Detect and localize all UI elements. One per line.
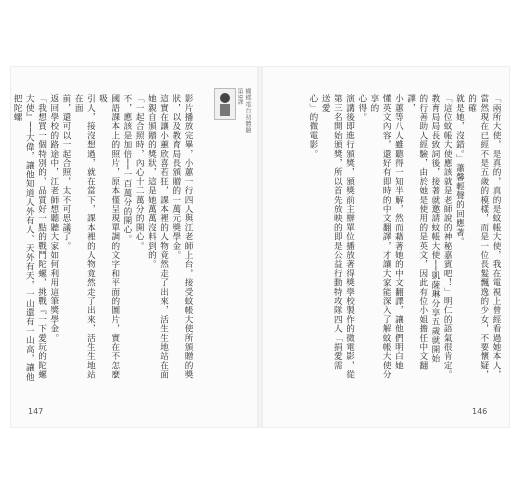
text-column: 狀，以及教育局長頒贈的一萬元獎學金。 <box>170 94 181 260</box>
text-column: 小蕙等八人雖聽得一知半解，然而藉著她的中文翻譯，讓他們明白她 <box>393 94 404 370</box>
chapter-header <box>214 88 252 188</box>
text-column: 懂英文內容，還好有即時的中文翻譯，才讓大家能深入了解蚊帳大使分享的 <box>368 94 392 380</box>
text-column: 大使』──大偉，讓他知道人外有人、天外有天，一山還有一山高，讓他把陀螺 <box>12 94 35 382</box>
text-column: 影片播放完畢，小蕙一行四人與江老師上台，接受蚊帳大使所頒贈的獎 <box>183 94 193 380</box>
text-column: 返回學校的路途中，江老師想聽聽大家如何利用這筆獎學金。 <box>48 94 59 343</box>
text-column: 這實在讓小蕙欣喜若狂，課本裡的人物竟然走了出來，活生生地站在面 <box>158 94 169 380</box>
text-column: 不，應該是加倍──一百萬分的開心。 <box>121 94 132 244</box>
right-page-content <box>262 0 510 500</box>
text-column: 心得。 <box>356 94 367 122</box>
text-column: 就是她，沒錯。」蕭馨輕聲的回應著。 <box>454 94 465 247</box>
text-column: 心」的微電影。 <box>307 94 318 159</box>
chapter-title: 蝴蝶電台初體驗 <box>244 88 251 134</box>
page-number-left: 147 <box>28 407 44 416</box>
page-number-right: 146 <box>472 407 488 416</box>
text-column: 國語課本上的照片，原本僅呈現單調的文字和平面的圖片，實在不怎麼吸 <box>97 94 120 380</box>
text-column: 「這位蚊帳大使應該就是老師說的神秘嘉賓吧！」明仁的語氣很肯定。 <box>442 94 453 380</box>
text-column: 演講後即進行頒獎，頒獎前主辦單位播放著得獎學校製作的微電影，從 <box>344 94 355 380</box>
chapter-portrait-icon <box>214 88 236 120</box>
text-column: 當然現在已經不是五歲的模樣，而是一位長髮飄逸的少女，不要懷疑，的確 <box>466 94 489 380</box>
text-column: 前，還可以一起合照，太不可思議了。 <box>60 94 71 251</box>
text-column: 「我想買一個特別的、品質好一點的戰鬥陀螺，挑戰『一下愛玩的陀螺 <box>36 94 47 380</box>
chapter-label: 第9課 <box>236 88 243 106</box>
right-page-body <box>280 94 502 384</box>
left-page-content <box>10 0 258 500</box>
left-page-body <box>12 94 194 384</box>
text-column: 她親自頒贈的獎狀，這是她萬萬沒料到的。 <box>146 94 157 269</box>
text-column: 「一起合照時，內心十二萬分的開心。 <box>134 94 145 251</box>
text-column: 第三名開始頒獎，所以首先放映的即是公益行動特攻隊四人「捐愛需 送愛 <box>320 94 343 380</box>
text-column: 「兩所大使，是真的，真的是蚊帳大使，我在電視上曾經看過她本人， <box>491 94 501 380</box>
text-column: 引人，接沒想過，就在當下，課本裡的人物竟然走了出來，活生生地站在面 <box>73 94 96 380</box>
text-column: 的行善助人經驗，由於她是使用的是英文，因此有位小姐擔任中文翻譯， <box>405 94 428 370</box>
text-column: 教育局局長致詞後，接著就邀請蚊帳大使──凱薩琳分享五歲就開始 <box>429 94 440 364</box>
